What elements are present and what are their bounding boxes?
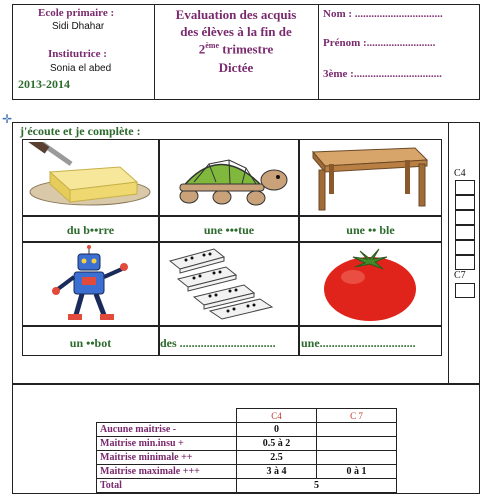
title-trimester-word: trimestre	[219, 41, 274, 57]
grading-total-value: 5	[237, 479, 397, 493]
grading-row-c7	[317, 437, 397, 451]
grading-row	[97, 423, 397, 437]
title-line-4: Dictée	[218, 60, 254, 75]
school-year: 2013-2014	[18, 77, 70, 91]
grading-row	[97, 465, 397, 479]
word-butter[interactable]: du b••rre	[66, 223, 115, 237]
cross-marker: ✛	[2, 112, 13, 126]
grading-header-row	[97, 409, 397, 423]
exercise-criteria-divider	[448, 122, 449, 384]
grading-row	[97, 437, 397, 451]
header-divider-2	[318, 4, 319, 100]
title-trimester-suffix: ème	[205, 41, 219, 50]
turtle-picture	[164, 142, 294, 212]
grading-header-empty	[97, 409, 237, 423]
teacher-name: Sonia el abed	[50, 63, 112, 74]
c7-box[interactable]	[455, 283, 475, 298]
grading-row-c4: 3 à 4	[237, 465, 317, 479]
exercise-instruction: j'écoute et je complète :	[20, 124, 141, 138]
name-field[interactable]: Nom : ................................	[323, 8, 443, 20]
criteria-c7-label: C7	[454, 270, 466, 281]
c4-box-1[interactable]	[455, 180, 475, 195]
c4-box-5[interactable]	[455, 240, 475, 255]
grading-row-label: Aucune maitrise -	[97, 423, 237, 437]
grading-total-label: Total	[97, 479, 237, 493]
grading-header-c7: C 7	[317, 409, 397, 423]
word-robot[interactable]: un ••bot	[69, 336, 112, 350]
word-dominos[interactable]: des ................................	[160, 336, 276, 350]
school-name: Sidi Dhahar	[52, 21, 105, 32]
grading-row-label: Maitrise minimale ++	[97, 451, 237, 465]
school-label: Ecole primaire :	[38, 7, 115, 19]
word-tomato[interactable]: une................................	[301, 336, 416, 350]
word-turtle[interactable]: une •••tue	[203, 223, 255, 237]
tomato-picture	[305, 245, 435, 323]
word-table[interactable]: une •• ble	[346, 223, 395, 237]
grading-row-c7	[317, 451, 397, 465]
robot-picture	[26, 245, 156, 323]
c4-box-2[interactable]	[455, 195, 475, 210]
grading-table	[96, 408, 397, 493]
grading-row	[97, 451, 397, 465]
grading-row-c4: 2.5	[237, 451, 317, 465]
title-line-1: Evaluation des acquis	[175, 7, 297, 22]
class-field[interactable]: 3ème :................................	[323, 68, 442, 80]
grading-row-c4: 0	[237, 423, 317, 437]
butter-picture	[25, 142, 155, 212]
firstname-field[interactable]: Prénom :.........................	[323, 37, 436, 49]
title-line-2: des élèves à la fin de	[180, 24, 292, 39]
grading-row-c7	[317, 423, 397, 437]
grading-header-c4: C4	[237, 409, 317, 423]
header-divider-1	[154, 4, 155, 100]
dominos-picture	[164, 245, 294, 323]
grading-row-c4: 0.5 à 2	[237, 437, 317, 451]
grading-row-c7: 0 à 1	[317, 465, 397, 479]
grading-total-row	[97, 479, 397, 493]
grading-row-label: Maitrise min.insu +	[97, 437, 237, 451]
title-line-3	[156, 41, 316, 57]
criteria-c4-label: C4	[454, 168, 466, 179]
c4-box-6[interactable]	[455, 255, 475, 270]
grading-row-label: Maitrise maximale +++	[97, 465, 237, 479]
table-picture	[305, 142, 435, 212]
c4-box-4[interactable]	[455, 225, 475, 240]
teacher-label: Institutrice :	[48, 48, 107, 60]
title-trimester-number: 2	[198, 41, 206, 57]
c4-box-3[interactable]	[455, 210, 475, 225]
